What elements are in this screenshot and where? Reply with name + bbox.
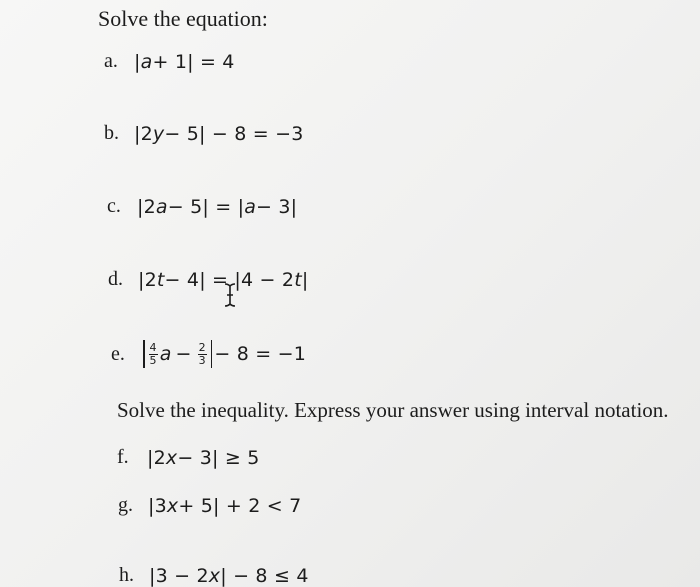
fraction-two-thirds: $\frac{2}{3}$ <box>198 340 206 367</box>
problem-expression: |2 x − 3| ≥ 5 <box>147 446 260 469</box>
problem-expression: |2 a − 5| = | a − 3| <box>137 195 298 218</box>
problem-h <box>119 564 309 587</box>
text-cursor-icon <box>223 283 237 307</box>
problem-label: d. <box>108 268 123 290</box>
problem-expression: |2 t − 4| = |4 − 2 t | <box>138 268 309 291</box>
problem-label: e. <box>111 342 125 365</box>
problem-g <box>118 494 301 517</box>
fraction-four-fifths: $\frac{4}{5}$ <box>149 340 157 367</box>
abs-bar-right <box>211 340 213 368</box>
equations-heading: Solve the equation: <box>98 6 268 31</box>
problem-label: f. <box>117 446 129 468</box>
problem-expression: |3 x + 5| + 2 < 7 <box>148 494 302 517</box>
inequalities-heading: Solve the inequality. Express your answer using interval notation. <box>117 398 669 422</box>
problem-f <box>117 446 259 469</box>
problem-expression: |2 y − 5| − 8 = −3 <box>134 122 304 145</box>
problem-label: c. <box>107 195 121 217</box>
problem-a <box>104 50 235 73</box>
problem-expression: $\frac{4}{5}$ a − $\frac{2}{3}$ − 8 = −1 <box>141 340 306 368</box>
abs-bar-left <box>143 340 145 368</box>
problem-e <box>111 340 306 368</box>
problem-label: a. <box>104 50 118 72</box>
problem-expression: |3 − 2 x | − 8 ≤ 4 <box>149 564 309 587</box>
problem-label: b. <box>104 122 119 144</box>
problem-expression: | a + 1| = 4 <box>134 50 235 73</box>
problem-b <box>104 122 304 145</box>
problem-c <box>107 195 297 218</box>
problem-d <box>108 268 308 291</box>
problem-label: h. <box>119 564 134 586</box>
problem-label: g. <box>118 494 133 516</box>
